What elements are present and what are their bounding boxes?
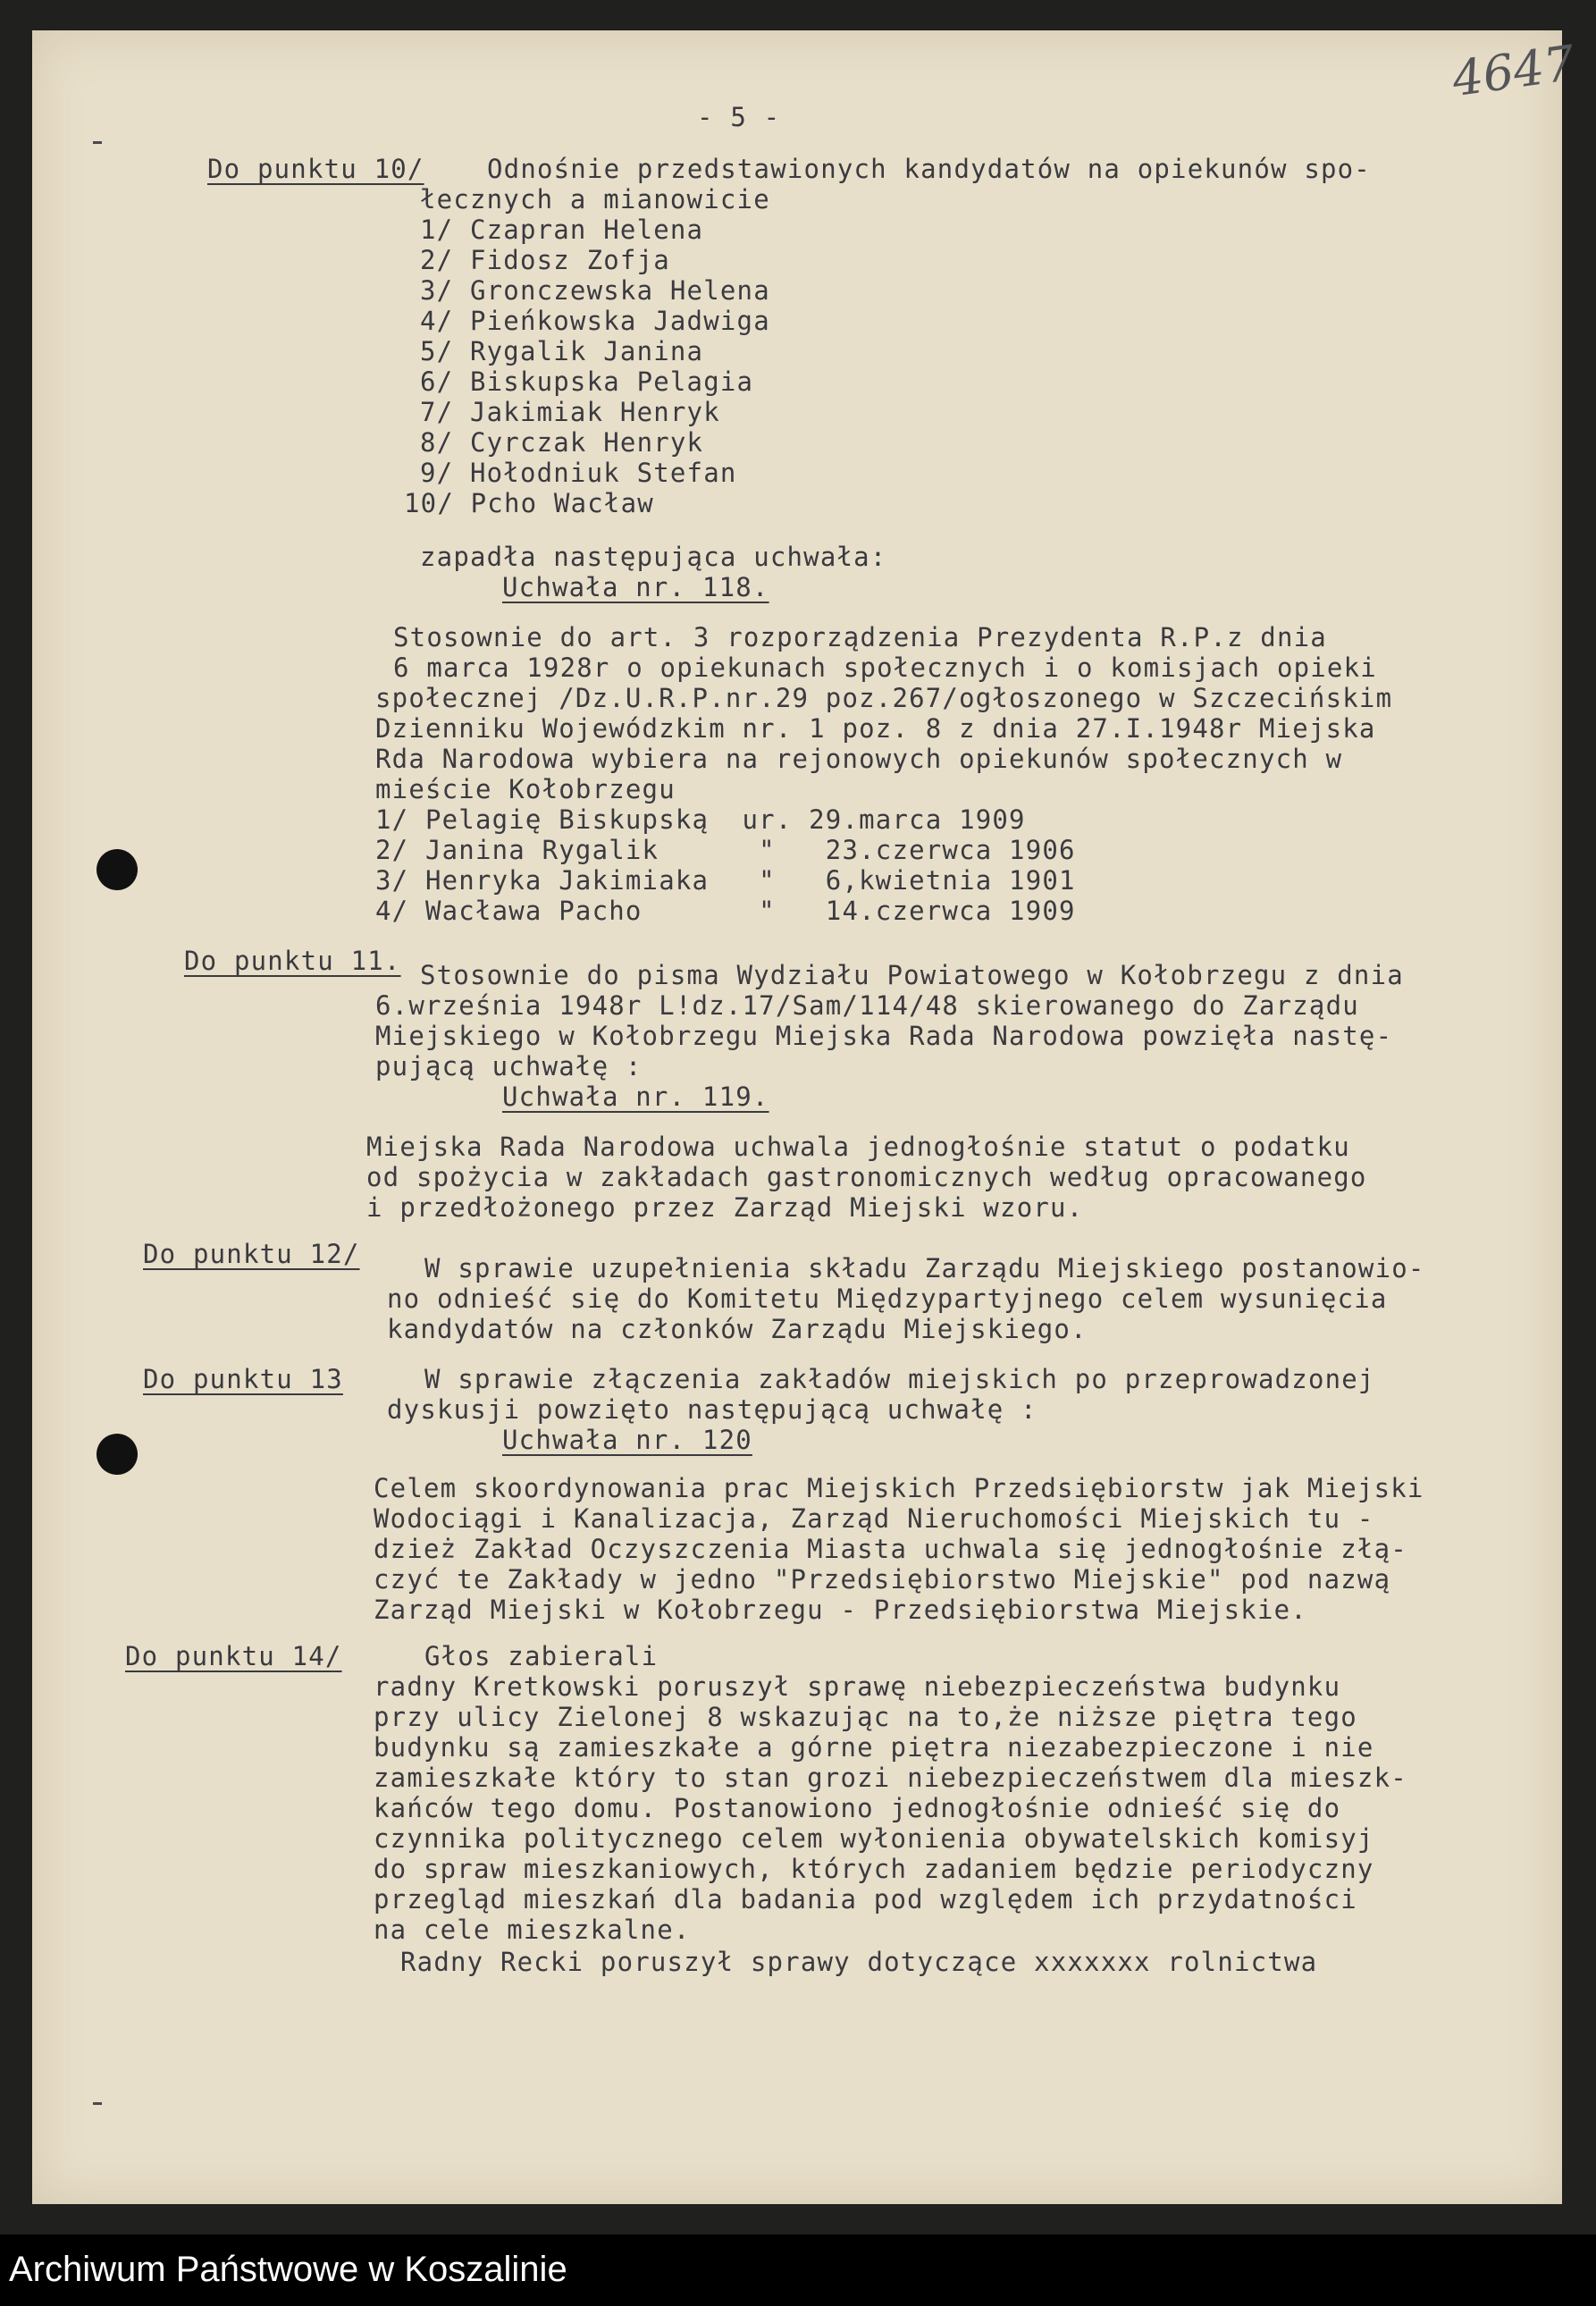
section-heading: Do punktu 13 xyxy=(143,1364,343,1394)
page-number: - 5 - xyxy=(697,102,781,132)
section-heading: Uchwała nr. 118. xyxy=(502,572,769,602)
text-line: 9/ Hołodniuk Stefan xyxy=(420,458,737,488)
text-line: 5/ Rygalik Janina xyxy=(420,336,704,366)
text-line: 7/ Jakimiak Henryk xyxy=(420,397,720,427)
text-line: 4/ Pieńkowska Jadwiga xyxy=(420,306,770,336)
text-line: 10/ Pcho Wacław xyxy=(404,488,654,518)
text-line: radny Kretkowski poruszył sprawę niebezpieczeństwa budynku xyxy=(374,1671,1341,1702)
text-line: przegląd mieszkań dla badania pod względem ich przydatności xyxy=(374,1884,1357,1915)
margin-mark xyxy=(93,2102,102,2105)
text-line: na cele mieszkalne. xyxy=(374,1915,691,1945)
text-line: 3/ Gronczewska Helena xyxy=(420,275,770,306)
text-line: zapadła następująca uchwała: xyxy=(420,542,887,572)
text-line: Odnośnie przedstawionych kandydatów na opiekunów spo- xyxy=(487,154,1371,184)
section-heading: Do punktu 14/ xyxy=(125,1641,342,1671)
text-line: społecznej /Dz.U.R.P.nr.29 poz.267/ogłoszonego w Szczecińskim xyxy=(375,683,1393,713)
archive-name: Archiwum Państwowe w Koszalinie xyxy=(9,2250,567,2289)
text-line: Głos zabierali xyxy=(424,1641,659,1671)
text-line: Miejskiego w Kołobrzegu Miejska Rada Narodowa powzięła nastę- xyxy=(375,1021,1393,1051)
footer-bar xyxy=(0,2234,1596,2306)
text-line: no odnieść się do Komitetu Międzypartyjnego celem wysunięcia xyxy=(387,1283,1388,1314)
section-heading: Do punktu 10/ xyxy=(207,154,424,184)
text-line: W sprawie złączenia zakładów miejskich po przeprowadzonej xyxy=(424,1364,1375,1394)
text-line: pującą uchwałę : xyxy=(375,1051,643,1081)
text-line: Wodociągi i Kanalizacja, Zarząd Nieruchomości Miejskich tu - xyxy=(374,1503,1374,1534)
punch-hole xyxy=(97,1434,138,1475)
text-line: 3/ Henryka Jakimiaka " 6,kwietnia 1901 xyxy=(375,865,1076,896)
text-line: Rda Narodowa wybiera na rejonowych opiekunów społecznych w xyxy=(375,744,1343,774)
text-line: budynku są zamieszkałe a górne piętra niezabezpieczone i nie xyxy=(374,1732,1374,1763)
text-line: łecznych a mianowicie xyxy=(420,184,770,215)
punch-hole xyxy=(97,849,138,890)
text-line: Dzienniku Wojewódzkim nr. 1 poz. 8 z dnia 27.I.1948r Miejska xyxy=(375,713,1376,744)
text-line: 6.września 1948r L!dz.17/Sam/114/48 skierowanego do Zarządu xyxy=(375,990,1359,1021)
text-line: 2/ Janina Rygalik " 23.czerwca 1906 xyxy=(375,835,1076,865)
text-line: Stosownie do art. 3 rozporządzenia Prezydenta R.P.z dnia xyxy=(393,622,1327,652)
text-line: kandydatów na członków Zarządu Miejskiego. xyxy=(387,1314,1088,1344)
text-line: 1/ Czapran Helena xyxy=(420,215,704,245)
text-line: 4/ Wacława Pacho " 14.czerwca 1909 xyxy=(375,896,1076,926)
section-heading: Do punktu 11. xyxy=(184,946,401,976)
text-line: czynnika politycznego celem wyłonienia obywatelskich komisyj xyxy=(374,1823,1374,1854)
text-line: dyskusji powzięto następującą uchwałę : xyxy=(387,1394,1037,1425)
text-line: W sprawie uzupełnienia składu Zarządu Miejskiego postanowio- xyxy=(424,1253,1425,1283)
text-line: 2/ Fidosz Zofja xyxy=(420,245,670,275)
text-line: Miejska Rada Narodowa uchwala jednogłośnie statut o podatku xyxy=(366,1132,1350,1162)
text-line: od spożycia w zakładach gastronomicznych według opracowanego xyxy=(366,1162,1367,1192)
text-line: 6 marca 1928r o opiekunach społecznych i o komisjach opieki xyxy=(393,652,1377,683)
text-line: i przedłożonego przez Zarząd Miejski wzoru. xyxy=(366,1192,1084,1223)
archive-page-number: 4647 xyxy=(1449,34,1579,108)
text-line: 1/ Pelagię Biskupską ur. 29.marca 1909 xyxy=(375,804,1026,835)
section-heading: Uchwała nr. 120 xyxy=(502,1425,752,1455)
text-line: kańców tego domu. Postanowiono jednogłośnie odnieść się do xyxy=(374,1793,1341,1823)
text-line: Stosownie do pisma Wydziału Powiatowego w Kołobrzegu z dnia xyxy=(420,960,1404,990)
text-line: 8/ Cyrczak Henryk xyxy=(420,427,704,458)
text-line: do spraw mieszkaniowych, których zadaniem będzie periodyczny xyxy=(374,1854,1374,1884)
text-line: Zarząd Miejski w Kołobrzegu - Przedsiębiorstwa Miejskie. xyxy=(374,1595,1307,1625)
text-line: czyć te Zakłady w jedno "Przedsiębiorstwo Miejskie" pod nazwą xyxy=(374,1564,1391,1595)
text-line: dzież Zakład Oczyszczenia Miasta uchwala się jednogłośnie złą- xyxy=(374,1534,1407,1564)
margin-mark xyxy=(93,141,102,144)
text-line: mieście Kołobrzegu xyxy=(375,774,676,804)
text-line: zamieszkałe który to stan grozi niebezpieczeństwem dla mieszk- xyxy=(374,1763,1407,1793)
text-line: przy ulicy Zielonej 8 wskazując na to,że niższe piętra tego xyxy=(374,1702,1357,1732)
section-heading: Uchwała nr. 119. xyxy=(502,1081,769,1112)
section-heading: Do punktu 12/ xyxy=(143,1239,360,1269)
text-line: Celem skoordynowania prac Miejskich Przedsiębiorstw jak Miejski xyxy=(374,1473,1424,1503)
text-line: Radny Recki poruszył sprawy dotyczące xxxxxxx rolnictwa xyxy=(400,1947,1318,1977)
text-line: 6/ Biskupska Pelagia xyxy=(420,366,754,397)
